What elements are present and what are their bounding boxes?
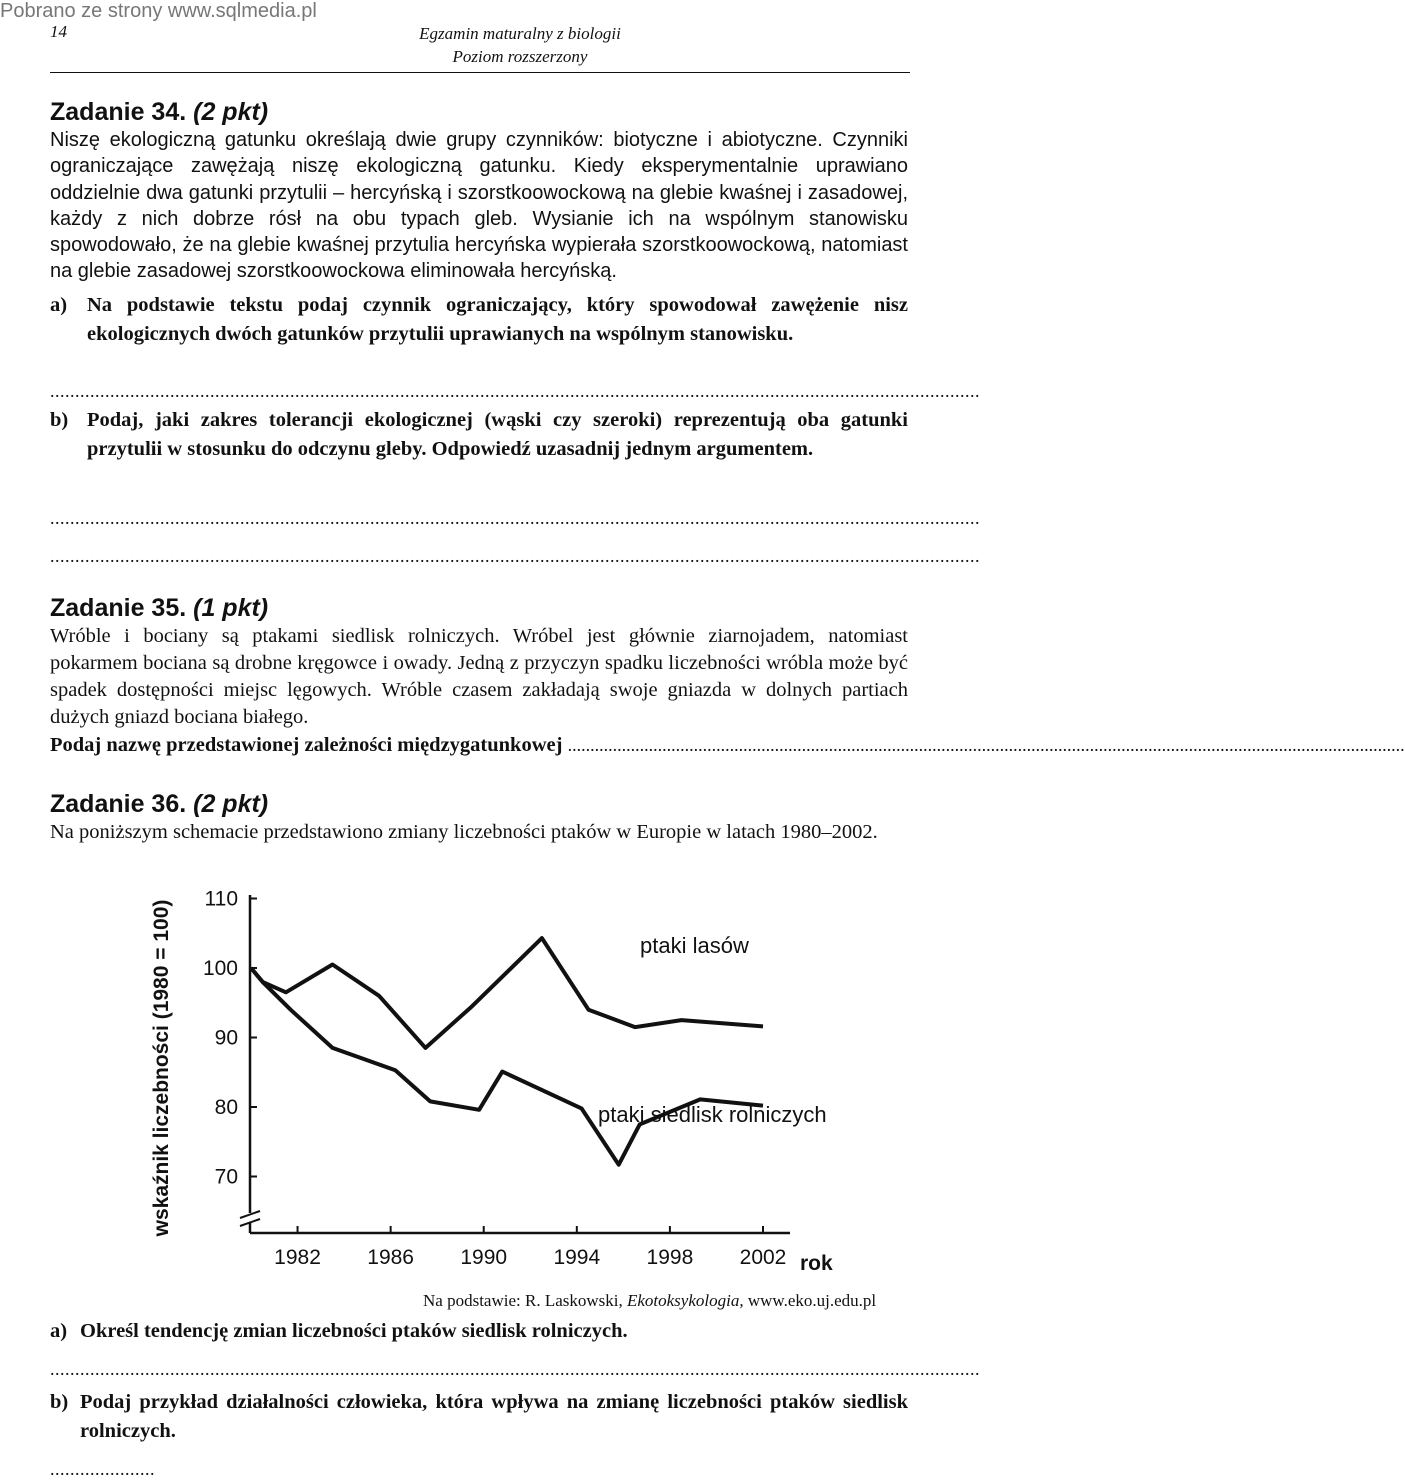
task-36b-text: Podaj przykład działalności człowieka, która wpływa na zmianę liczebności ptaków siedlisk rolniczych. [80,1391,908,1442]
x-tick-label: 1986 [367,1246,414,1269]
page-number: 14 [50,22,67,41]
answer-line-34b-1[interactable]: .......................................................................................................................................................................................... [50,508,980,528]
task-34a-label: a) [50,293,68,316]
watermark: Pobrano ze strony www.sqlmedia.pl [0,0,317,22]
task-34b-label: b) [50,409,69,431]
y-tick-label: 90 [214,1026,238,1050]
task-36-points: (2 pkt) [193,790,269,818]
task-34b-question [50,406,908,464]
header-level: Poziom rozszerzony [452,47,588,66]
y-tick-label: 110 [204,887,238,911]
page-header [370,22,670,68]
task-34 [50,97,908,349]
task-35-question [50,731,1405,759]
x-tick-label: 1998 [646,1246,694,1269]
y-tick-label: 70 [214,1165,238,1189]
task-36b-question [50,1388,908,1446]
task-34a-question [50,291,908,349]
source-url: www.eko.uj.edu.pl [743,1291,877,1310]
y-tick-label: 80 [214,1096,238,1119]
task-36a-label: a) [50,1320,68,1342]
task-35-points: (1 pkt) [193,594,269,622]
task-34-points: (2 pkt) [193,98,269,126]
task-34b [50,406,908,464]
y-tick-label: 100 [202,957,238,980]
header-divider [50,72,910,73]
answer-line-36a[interactable]: .......................................................................................................................................................................................... [50,1359,980,1379]
task-34-heading [50,97,908,127]
task-36b [50,1388,908,1446]
task-36-heading [50,789,908,819]
bird-population-chart [140,878,840,1288]
task-36-text: Na poniższym schemacie przedstawiono zmiany liczebności ptaków w Europie w latach 1980–2002. [50,821,878,843]
chart-source [423,1291,876,1311]
source-prefix: Na podstawie: R. Laskowski, [423,1291,627,1310]
y-axis-label: wskaźnik liczebności (1980 = 100) [150,899,173,1237]
series-label: ptaki siedlisk rolniczych [598,1102,827,1127]
x-axis-label: rok [800,1252,833,1275]
series-line-farmland-birds [251,968,763,1165]
task-34-title: Zadanie 34. [50,98,187,126]
task-34-text: Niszę ekologiczną gatunku określają dwie grupy czynników: biotyczne i abiotyczne. Czynniki ograniczające zawężają niszę ekologiczną gatunku. Kiedy eksperymentalnie uprawiano oddzielnie dwa gatunki przytulii – hercyńską i szorstkoowockową na glebie kwaśnej i zasadowej, każdy z nich dobrze rósł na obu typach gleb. Wysianie ich na wspólnym stanowisku spowodowało, że na glebie kwaśnej przytulia hercyńska wypierała szorstkoowockową, natomiast na glebie zasadowej szorstkoowockowa eliminowała hercyńską. [50,129,908,283]
task-36a-question [50,1317,908,1346]
source-title: Ekotoksykologia, [626,1291,744,1310]
x-tick-label: 1994 [553,1246,601,1269]
task-35 [50,593,1405,759]
task-36 [50,789,908,846]
task-36a-text: Określ tendencję zmian liczebności ptaków siedlisk rolniczych. [80,1320,628,1342]
task-36b-label: b) [50,1391,69,1413]
task-36-title: Zadanie 36. [50,790,187,818]
answer-line-34b-2[interactable]: .......................................................................................................................................................................................... [50,546,980,566]
task-35-title: Zadanie 35. [50,594,187,622]
answer-line-35[interactable]: .......................................................................................................................................................................................... [567,735,1405,755]
task-35-heading [50,593,908,623]
x-tick-label: 1990 [460,1246,508,1269]
task-35-question-text: Podaj nazwę przedstawionej zależności międzygatunkowej [50,734,563,756]
series-label: ptaki lasów [640,933,749,958]
answer-line-34a[interactable]: .......................................................................................................................................................................................... [50,381,980,401]
x-tick-label: 1982 [274,1246,321,1269]
header-exam-title: Egzamin maturalny z biologii [419,24,621,43]
task-34a-text: Na podstawie tekstu podaj czynnik ograniczający, który spowodował zawężenie nisz ekologicznych dwóch gatunków przytulii uprawianych na wspólnym stanowisku. [87,293,908,345]
task-36a [50,1317,908,1346]
task-35-text: Wróble i bociany są ptakami siedlisk rolniczych. Wróbel jest głównie ziarnojadem, natomiast pokarmem bociana są drobne kręgowce i owady. Jedną z przyczyn spadku liczebności wróbla może być spadek dostępności miejsc lęgowych. Wróble czasem zakładają swoje gniazda w dolnych partiach dużych gniazd bociana białego. [50,625,908,728]
task-34b-text: Podaj, jaki zakres tolerancji ekologicznej (wąski czy szeroki) reprezentują oba gatunki przytulii w stosunku do odczynu gleby. Odpowiedź uzasadnij jednym argumentem. [87,409,908,460]
answer-line-36b[interactable]: ..................... [50,1459,155,1479]
x-tick-label: 2002 [739,1246,787,1269]
